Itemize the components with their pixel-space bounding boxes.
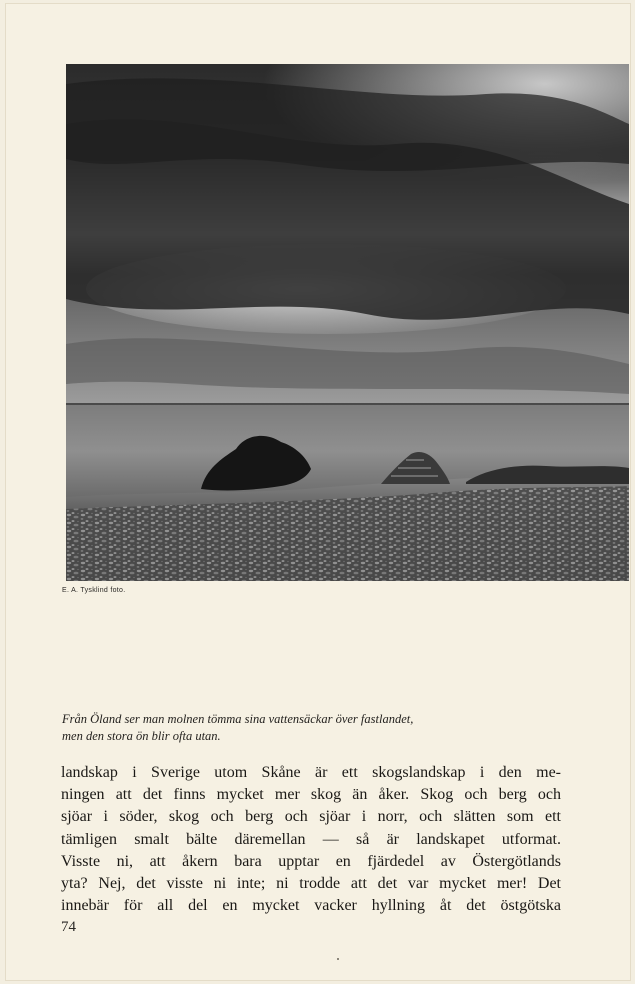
photo-caption (62, 711, 562, 745)
landscape-photo-icon (66, 64, 629, 581)
body-line: landskap i Sverige utom Skåne är ett skogslandskap i den me- (61, 764, 561, 781)
page-number: 74 (61, 919, 76, 935)
landscape-photo (66, 64, 629, 581)
body-line: sjöar i söder, skog och berg och sjöar i norr, och slätten som ett (61, 808, 561, 826)
body-line: tämligen smalt bälte däremellan — så är landskapet utformat. (61, 830, 561, 848)
photo-credit: E. A. Tysklind foto. (62, 587, 126, 594)
body-line: Visste ni, att åkern bara upptar en fjärdedel av Östergötlands (61, 852, 561, 870)
body-text (61, 762, 561, 917)
caption-line: men den stora ön blir ofta utan. (62, 729, 221, 743)
body-line: ningen att det finns mycket mer skog än åker. Skog och berg och (61, 786, 561, 804)
body-line: innebär för all del en mycket vacker hyllning åt det östgötska (61, 897, 561, 915)
paper-speck (337, 958, 339, 960)
caption-line: Från Öland ser man molnen tömma sina vattensäckar över fastlandet, (62, 712, 414, 726)
body-line: yta? Nej, det visste ni inte; ni trodde att det var mycket mer! Det (61, 874, 561, 892)
